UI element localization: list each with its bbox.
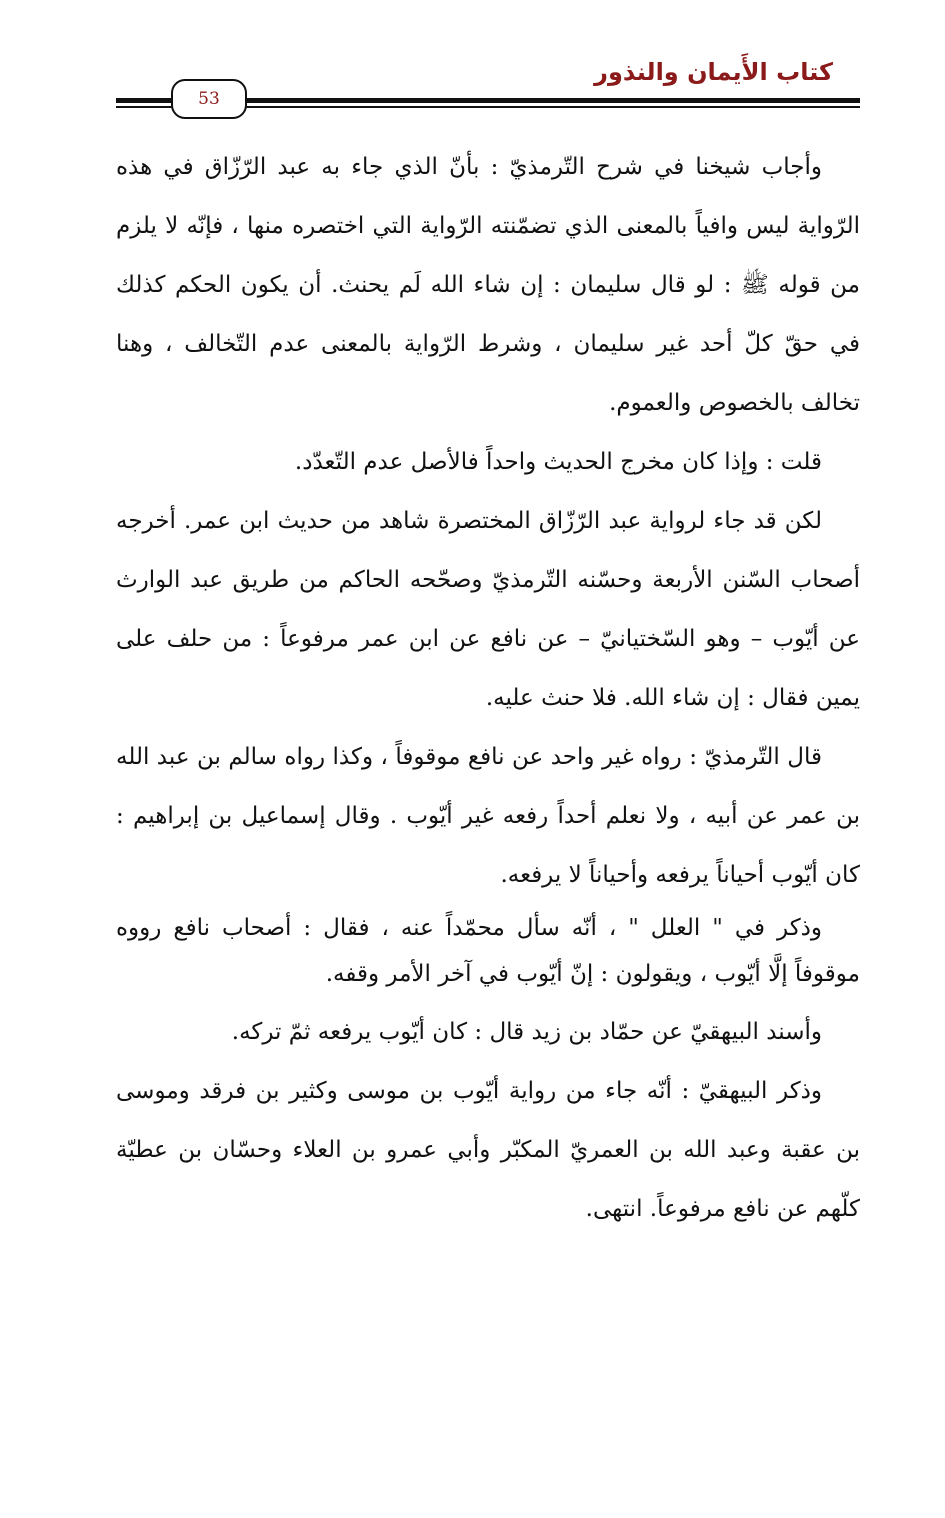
paragraph-1: وأجاب شيخنا في شرح التّرمذيّ : بأنّ الذي جاء به عبد الرّزّاق في هذه الرّواية ليس وافياً بالمعنى الذي تضمّنته الرّواية التي اختصره منها ، فإنّه لا يلزم من قوله ﷺ : لو قال سليمان : إن شاء الله لَم يحنث. أن يكون الحكم كذلك في حقّ كلّ أحد غير سليمان ، وشرط الرّواية بالمعنى عدم التّخالف ، وهنا تخالف بالخصوص والعموم.	[116, 154, 860, 416]
paragraph-4: قال التّرمذيّ : رواه غير واحد عن نافع موقوفاً ، وكذا رواه سالم بن عبد الله بن عمر عن أبيه ، ولا نعلم أحداً رفعه غير أيّوب . وقال إسماعيل بن إبراهيم : كان أيّوب أحياناً يرفعه وأحياناً لا يرفعه.	[116, 744, 860, 888]
paragraph-5: وذكر في " العلل " ، أنّه سأل محمّداً عنه ، فقال : أصحاب نافع رووه موقوفاً إلَّا أيّوب ، ويقولون : إنّ أيّوب في آخر الأمر وقفه.	[116, 915, 860, 987]
paragraph-2: قلت : وإذا كان مخرج الحديث واحداً فالأصل عدم التّعدّد.	[294, 449, 822, 475]
paragraph-6: وأسند البيهقيّ عن حمّاد بن زيد قال : كان أيّوب يرفعه ثمّ تركه.	[231, 1019, 822, 1045]
page-header	[0, 0, 945, 130]
book-title: كتاب الأَيمان والنذور	[594, 58, 833, 86]
body-text	[116, 138, 860, 1239]
paragraph-7: وذكر البيهقيّ : أنّه جاء من رواية أيّوب بن موسى وكثير بن فرقد وموسى بن عقبة وعبد الله بن العمريّ المكبّر وأبي عمرو بن العلاء وحسّان بن عطيّة كلّهم عن نافع مرفوعاً. انتهى.	[116, 1078, 860, 1222]
paragraph-3: لكن قد جاء لرواية عبد الرّزّاق المختصرة شاهد من حديث ابن عمر. أخرجه أصحاب السّنن الأربعة وحسّنه التّرمذيّ وصحّحه الحاكم من طريق عبد الوارث عن أيّوب – وهو السّختيانيّ – عن نافع عن ابن عمر مرفوعاً : من حلف على يمين فقال : إن شاء الله. فلا حنث عليه.	[116, 508, 860, 711]
page-number: 53	[171, 79, 247, 119]
